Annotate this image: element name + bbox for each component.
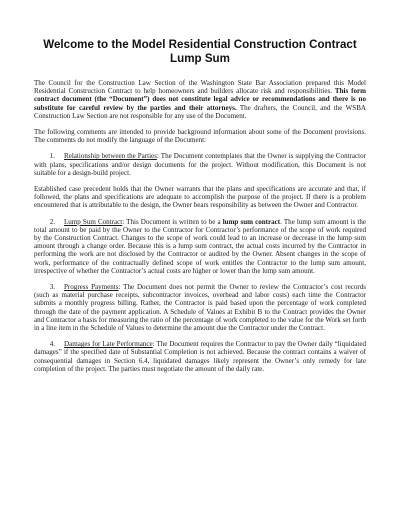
item-4-number: 4. xyxy=(49,340,55,349)
title-line-2: Lump Sum xyxy=(170,51,230,65)
title-line-1: Welcome to the Model Residential Construction Contract xyxy=(43,38,357,51)
item-2 xyxy=(34,218,366,275)
item-2-number: 2. xyxy=(49,217,55,226)
item-2-heading: Lump Sum Contract xyxy=(64,217,123,226)
item-3-heading: Progress Payments xyxy=(64,283,119,292)
item-1-heading: Relationship between the Parties xyxy=(64,152,157,161)
item-2-text-a: : This Document is written to be a xyxy=(122,217,223,226)
intro-paragraph xyxy=(34,79,366,120)
item-3 xyxy=(34,283,366,332)
item-2-text-b: . The lump sum amount is the total amount to be paid by the Owner to the Contractor for Contractor’s performance of the scope of work required by the Construction Contract. Changes to the scope of work could lead to an increase or decrease in the lump sum amount through a change order. Because this is a lump sum contract, the actual costs incurred by the Contractor in performing the work are not disclosed by the Contractor or audited by the Owner. Absent changes in the scope of work, performance of the contractually defined scope of work entitles the Contractor to the lump sum amount, irrespective of whether the Contractor’s actual costs are higher or lower than the lump sum amount. xyxy=(34,217,367,275)
item-1-number: 1. xyxy=(49,152,55,161)
document-title xyxy=(34,38,366,65)
comments-intro: The following comments are intended to provide background information about some of the Document provisions. The comments do not modify the language of the Document: xyxy=(34,128,366,145)
item-3-text: : The Document does not permit the Owner to review the Contractor’s cost records (such as material purchase receipts, subcontractor invoices, overhead and labor costs) each time the Contractor submits a monthly progress billing. Rather, the Contractor is paid based upon the percentage of work completed through the date of the payment application. A Schedule of Values at Exhibit B to the Contract provides the Owner and Contractor a basis for measuring the ratio of the percentage of work completed to the value for the Work set forth in a line item in the Schedule of Values to determine the amount due the Contractor under the Contract. xyxy=(34,283,367,333)
item-1-text: : The Document contemplates that the Owner is supplying the Contractor with plans, specifications and/or design documents for the project. Without modification, this Document is not suitable for a design-build project. xyxy=(34,152,366,177)
item-4-text: : The Document requires the Contractor to pay the Owner daily “liquidated damages” if the specified date of Substantial Completion is not achieved. Because the contract contains a waiver of consequential damages in Section 6.4, liquidated damages likely represent the Owner’s only remedy for late completion of the project. The parties must negotiate the amount of the daily rate. xyxy=(34,340,366,373)
item-2-bold: lump sum contract xyxy=(222,217,281,226)
item-4-heading: Damages for Late Performance xyxy=(64,340,153,349)
precedent-paragraph: Established case precedent holds that the Owner warrants that the plans and specifications are accurate and that, if followed, the plans and specifications are adequate to accomplish the purpose of the project. If there is a problem encountered that is attributable to the design, the Owner bears responsibility as between the Owner and Contractor. xyxy=(34,185,366,210)
intro-text-2: The drafters, the Council, and the WSBA Construction Law Section are not responsible for any use of the Document. xyxy=(34,103,366,120)
intro-disclaimer: This form contract document (the “Document”) does not constitute legal advice or recommendations and there is no substitute for careful review by the parties and their attorneys. xyxy=(34,87,366,112)
item-3-number: 3. xyxy=(49,283,55,292)
item-4 xyxy=(34,340,366,373)
item-1 xyxy=(34,152,366,177)
intro-text-1: The Council for the Construction Law Section of the Washington State Bar Association prepared this Model Residential Construction Contract to help homeowners and builders allocate risk and responsibilities. xyxy=(34,79,366,96)
